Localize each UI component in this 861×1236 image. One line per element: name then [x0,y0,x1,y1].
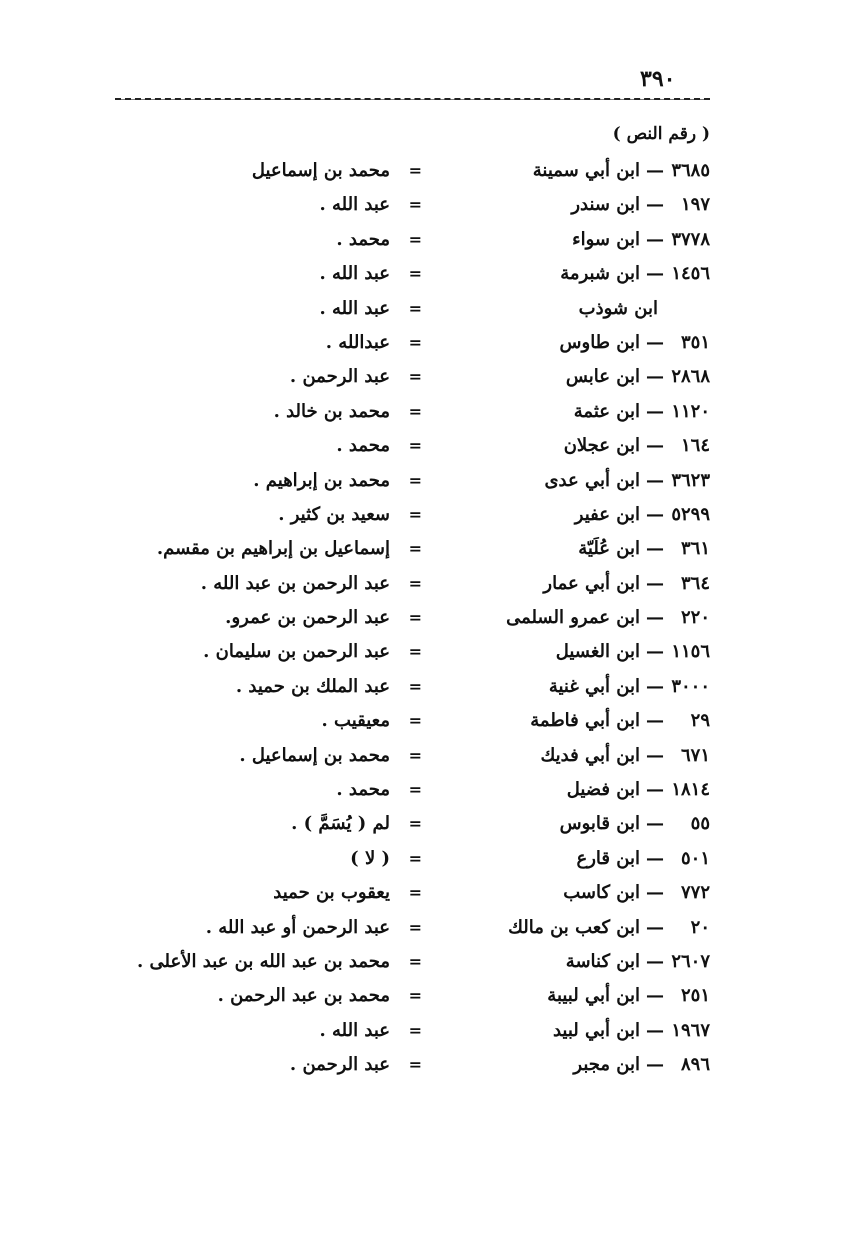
list-item [0,188,861,222]
entry-source [470,911,710,945]
entry-identity [140,876,430,910]
text-number: ٢٠ [690,916,710,938]
narrator-name: ابن كاسب [563,882,640,904]
entry-dash: — [646,228,664,250]
entry-dash: — [646,744,664,766]
entry-dash: — [646,263,664,285]
list-item [0,223,861,257]
narrator-name: ابن أبي لبيد [552,1019,640,1041]
entry-identity [140,223,430,257]
narrator-name: ابن عابس [565,366,640,388]
equals-sign: = [408,711,422,731]
equals-sign: = [408,642,422,662]
equals-sign: = [408,298,422,318]
entry-dash: — [646,641,664,663]
entry-dash: — [646,503,664,525]
entry-identity [140,464,430,498]
entry-identity [140,567,430,601]
entry-dash: — [646,1019,664,1041]
entry-source [470,635,710,669]
narrator-name: ابن قارع [576,847,640,869]
entry-source [470,670,710,704]
resolved-name: لم ( يُسَمَّ ) . [291,813,390,835]
entry-dash: — [646,366,664,388]
entry-source [470,1014,710,1048]
text-number: ٢٢٠ [680,607,710,629]
text-number: ١٨١٤ [671,779,710,801]
resolved-name: سعيد بن كثير . [278,503,390,525]
entry-source [470,945,710,979]
text-number: ٦٧١ [680,744,710,766]
entry-identity [140,292,430,326]
narrator-name: ابن مجبر [573,1054,640,1076]
narrator-name: ابن كعب بن مالك [508,916,640,938]
equals-sign: = [408,539,422,559]
list-item [0,807,861,841]
entry-dash: — [646,985,664,1007]
entry-source [470,567,710,601]
list-item [0,464,861,498]
entry-source [470,360,710,394]
text-number: ١٩٧ [680,194,710,216]
entry-identity [140,429,430,463]
list-item [0,773,861,807]
entry-source [470,1048,710,1082]
narrator-name: ابن طاوس [559,331,640,353]
entry-identity [140,360,430,394]
entry-identity [140,911,430,945]
entry-source [470,395,710,429]
entry-source [470,807,710,841]
entry-identity [140,532,430,566]
list-item [0,567,861,601]
equals-sign: = [408,986,422,1006]
entry-dash: — [646,847,664,869]
text-number: ٧٧٢ [680,882,710,904]
text-number: ٣٦٨٥ [671,160,710,181]
entry-identity [140,326,430,360]
text-number: ٣٧٧٨ [671,228,710,250]
resolved-name: محمد بن خالد . [273,400,390,422]
resolved-name: محمد . [336,228,390,250]
narrator-name: ابن شبرمة [560,263,640,285]
equals-sign: = [408,367,422,387]
narrator-name: ابن شوذب [578,297,658,319]
entry-dash: — [646,400,664,422]
resolved-name: عبد الله . [319,194,390,216]
text-number: ٣٦١ [680,538,710,560]
narrator-name: ابن كناسة [565,950,640,972]
equals-sign: = [408,780,422,800]
equals-sign: = [408,676,422,696]
text-number: ٨٩٦ [680,1054,710,1076]
entries-list [0,154,861,1083]
text-number: ١٤٥٦ [671,263,710,285]
equals-sign: = [408,917,422,937]
text-number: ١١٢٠ [671,400,710,422]
entry-dash: — [646,882,664,904]
entry-dash: — [646,538,664,560]
list-item [0,292,861,326]
resolved-name: عبد الله . [319,263,390,285]
entry-source [470,154,710,188]
entry-identity [140,739,430,773]
entry-dash: — [646,779,664,801]
page-number: ٣٩٠ [640,66,676,92]
narrator-name: ابن سواء [572,228,640,250]
equals-sign: = [408,470,422,490]
narrator-name: ابن عُلَيّة [578,538,640,560]
narrator-name: ابن الغسيل [555,641,640,663]
list-item [0,635,861,669]
narrator-name: ابن أبي عدى [544,469,640,491]
resolved-name: إسماعيل بن إبراهيم بن مقسم. [156,538,390,560]
list-item [0,1048,861,1082]
entry-source [470,532,710,566]
entry-source [470,326,710,360]
text-number: ٢٦٠٧ [671,950,710,972]
resolved-name: محمد بن إسماعيل . [239,744,390,766]
text-number: ١١٥٦ [671,641,710,663]
list-item [0,739,861,773]
text-number: ١٦٤ [680,435,710,457]
entry-source [470,773,710,807]
text-number: ٥٥ [690,813,710,835]
entry-identity [140,1048,430,1082]
resolved-name: عبد الرحمن أو عبد الله . [205,916,390,938]
equals-sign: = [408,745,422,765]
equals-sign: = [408,814,422,834]
list-item [0,532,861,566]
list-item [0,1014,861,1048]
resolved-name: عبد الله . [319,297,390,319]
narrator-name: ابن قابوس [559,813,640,835]
equals-sign: = [408,229,422,249]
entry-source [470,979,710,1013]
resolved-name: عبد الرحمن بن عمرو. [225,607,390,629]
resolved-name: عبد الرحمن . [289,366,390,388]
resolved-name: عبدالله . [325,331,390,353]
resolved-name: عبد الرحمن . [289,1054,390,1076]
equals-sign: = [408,883,422,903]
entry-dash: — [646,950,664,972]
entry-identity [140,154,430,188]
list-item [0,979,861,1013]
text-number: ٥٢٩٩ [671,503,710,525]
resolved-name: عبد الله . [319,1019,390,1041]
entry-identity [140,704,430,738]
list-item [0,601,861,635]
equals-sign: = [408,160,422,180]
text-number: ٣٠٠٠ [671,675,710,697]
resolved-name: يعقوب بن حميد [273,882,390,904]
resolved-name: محمد بن عبد الله بن عبد الأعلى . [137,950,390,972]
entry-dash: — [646,160,664,181]
entry-dash: — [646,1054,664,1076]
narrator-name: ابن أبي سمينة [532,160,640,181]
text-number: ٥٠١ [680,847,710,869]
equals-sign: = [408,504,422,524]
resolved-name: محمد بن إبراهيم . [253,469,390,491]
narrator-name: ابن عفير [574,503,640,525]
entry-source [470,601,710,635]
text-number: ٣٦٤ [680,572,710,594]
narrator-name: ابن سندر [571,194,640,216]
header-rule [115,98,710,100]
resolved-name: عبد الرحمن بن عبد الله . [200,572,390,594]
equals-sign: = [408,436,422,456]
equals-sign: = [408,951,422,971]
entry-dash: — [646,435,664,457]
entry-identity [140,188,430,222]
entry-identity [140,670,430,704]
equals-sign: = [408,401,422,421]
equals-sign: = [408,264,422,284]
column-heading: ( رقم النص ) [612,124,710,144]
text-number: ٢٨٦٨ [671,366,710,388]
entry-identity [140,807,430,841]
text-number: ٢٥١ [680,985,710,1007]
entry-source [470,498,710,532]
entry-source [470,292,710,326]
list-item [0,498,861,532]
entry-identity [140,979,430,1013]
list-item [0,326,861,360]
list-item [0,911,861,945]
text-number: ٣٦٢٣ [671,469,710,491]
equals-sign: = [408,1055,422,1075]
narrator-name: ابن أبي فديك [540,744,640,766]
narrator-name: ابن عثمة [573,400,640,422]
resolved-name: معيقيب . [321,710,390,732]
list-item [0,670,861,704]
resolved-name: عبد الرحمن بن سليمان . [203,641,390,663]
narrator-name: ابن أبي فاطمة [530,710,640,732]
entry-source [470,223,710,257]
resolved-name: محمد . [336,779,390,801]
resolved-name: محمد بن عبد الرحمن . [217,985,390,1007]
narrator-name: ابن أبي غنية [548,675,640,697]
narrator-name: ابن فضيل [566,779,640,801]
entry-identity [137,945,430,979]
entry-source [470,257,710,291]
entry-identity [140,1014,430,1048]
list-item [0,945,861,979]
list-item [0,842,861,876]
entry-identity [140,601,430,635]
entry-dash: — [646,607,664,629]
entry-source [470,739,710,773]
entry-identity [140,842,430,876]
list-item [0,429,861,463]
equals-sign: = [408,608,422,628]
entry-dash: — [646,813,664,835]
entry-dash: — [646,194,664,216]
equals-sign: = [408,1020,422,1040]
text-number: ١٩٦٧ [671,1019,710,1041]
list-item [0,360,861,394]
text-number: ٣٥١ [680,331,710,353]
entry-source [470,842,710,876]
entry-identity [140,498,430,532]
resolved-name: محمد بن إسماعيل [251,159,390,181]
entry-source [470,704,710,738]
list-item [0,257,861,291]
resolved-name: محمد . [336,435,390,457]
text-number: ٢٩ [690,710,710,732]
narrator-name: ابن عمرو السلمى [506,607,640,629]
equals-sign: = [408,195,422,215]
entry-dash: — [646,331,664,353]
entry-dash: — [646,572,664,594]
equals-sign: = [408,573,422,593]
list-item [0,704,861,738]
entry-identity [140,257,430,291]
entry-identity [140,395,430,429]
entry-dash: — [646,916,664,938]
entry-source [470,188,710,222]
equals-sign: = [408,332,422,352]
entry-dash: — [646,710,664,732]
entry-source [470,876,710,910]
narrator-name: ابن أبي لبيبة [547,985,640,1007]
resolved-name: عبد الملك بن حميد . [235,675,390,697]
entry-identity [140,773,430,807]
entry-dash: — [646,675,664,697]
list-item [0,395,861,429]
resolved-name: ( ﻻ ) [350,847,390,869]
entry-dash: — [646,469,664,491]
equals-sign: = [408,848,422,868]
narrator-name: ابن أبي عمار [543,572,640,594]
list-item [0,876,861,910]
entry-source [470,464,710,498]
entry-identity [140,635,430,669]
entry-source [470,429,710,463]
narrator-name: ابن عجلان [563,435,640,457]
list-item [0,154,861,188]
